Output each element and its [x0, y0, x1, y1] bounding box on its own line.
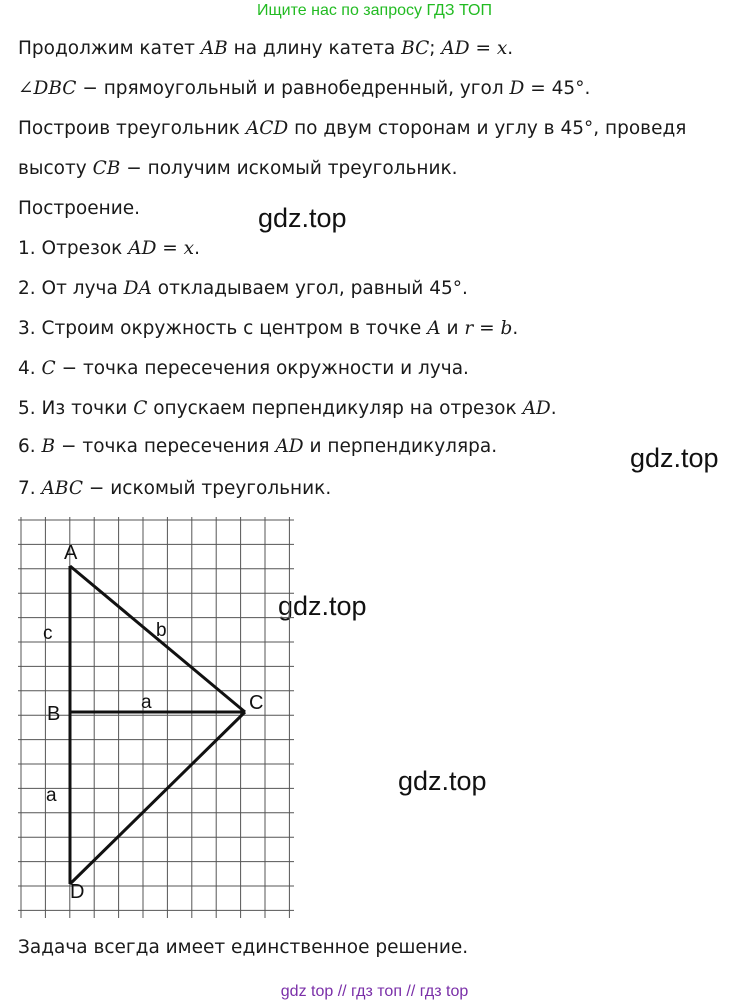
text-fragment: . — [512, 318, 519, 339]
text-fragment: на длину катета — [227, 38, 402, 59]
text-fragment: 5. Из точки — [18, 398, 134, 419]
math-fragment: r = b — [464, 318, 513, 339]
triangle-sides — [70, 566, 245, 884]
math-fragment: ACD — [245, 118, 289, 139]
math-fragment: C — [133, 398, 148, 419]
text-fragment: 2. От луча — [18, 278, 124, 299]
text-fragment: Построение. — [18, 198, 141, 219]
text-fragment: . — [507, 38, 514, 59]
text-fragment: 6. — [18, 436, 42, 457]
point-label-b: B — [47, 703, 61, 725]
text-fragment: и — [440, 318, 465, 339]
text-fragment: опускаем перпендикуляр на отрезок — [147, 398, 523, 419]
math-fragment: DA — [123, 278, 152, 299]
math-fragment: AD = x — [128, 238, 195, 259]
side-cd — [70, 712, 245, 884]
text-fragment: − получим искомый треугольник. — [120, 158, 458, 179]
math-fragment: C — [41, 358, 56, 379]
text-fragment: . — [194, 238, 200, 259]
text-fragment: − прямоугольный и равнобедренный, угол — [76, 78, 510, 99]
text-fragment: − точка пересечения — [55, 436, 276, 457]
math-fragment: CB — [92, 158, 121, 179]
math-fragment: B — [41, 436, 56, 457]
side-label-b: b — [156, 620, 167, 641]
text-fragment: Построив треугольник — [18, 118, 246, 139]
math-fragment: BC — [401, 38, 430, 59]
text-fragment: ; — [429, 38, 442, 59]
point-label-d: D — [70, 881, 85, 903]
text-fragment: 1. Отрезок — [18, 238, 129, 259]
text-fragment: 3. Строим окружность с центром в точке — [18, 318, 428, 339]
text-fragment: − искомый треугольник. — [83, 478, 332, 499]
math-fragment: AD — [275, 436, 304, 457]
text-fragment: и перпендикуляра. — [303, 436, 498, 457]
math-fragment: AB — [200, 38, 228, 59]
conclusion-text: Задача всегда имеет единственное решение. — [18, 937, 469, 958]
math-fragment: ∠DBC — [18, 78, 77, 99]
text-fragment: = 45°. — [524, 78, 591, 99]
text-fragment: откладываем угол, равный 45°. — [151, 278, 468, 299]
math-fragment: AD = x — [441, 38, 508, 59]
math-fragment: AD — [522, 398, 551, 419]
side-label-c: c — [43, 623, 53, 644]
watermark-4: gdz.top — [398, 766, 487, 796]
text-fragment: . — [550, 398, 557, 419]
math-fragment: A — [427, 318, 441, 339]
point-label-a: A — [64, 542, 78, 564]
text-fragment: − точка пересечения окружности и луча. — [55, 358, 469, 379]
text-fragment: высоту — [18, 158, 93, 179]
point-label-c: C — [249, 692, 264, 714]
text-fragment: 7. — [18, 478, 42, 499]
math-fragment: ABC — [41, 478, 84, 499]
watermark-3: gdz.top — [278, 591, 367, 621]
text-fragment: по двум сторонам и углу в 45°, проведя — [288, 118, 687, 139]
side-label-a-vertical: a — [46, 785, 57, 806]
text-fragment: 4. — [18, 358, 42, 379]
math-fragment: D — [509, 78, 525, 99]
watermark-2: gdz.top — [630, 443, 719, 473]
header-search-hint-link[interactable]: Ищите нас по запросу ГДЗ ТОП — [257, 2, 492, 19]
watermark-1: gdz.top — [258, 203, 347, 233]
footer-links[interactable]: gdz top // гдз топ // гдз top — [280, 983, 469, 1000]
side-label-a-horizontal: a — [141, 692, 152, 713]
text-fragment: Продолжим катет — [18, 38, 201, 59]
